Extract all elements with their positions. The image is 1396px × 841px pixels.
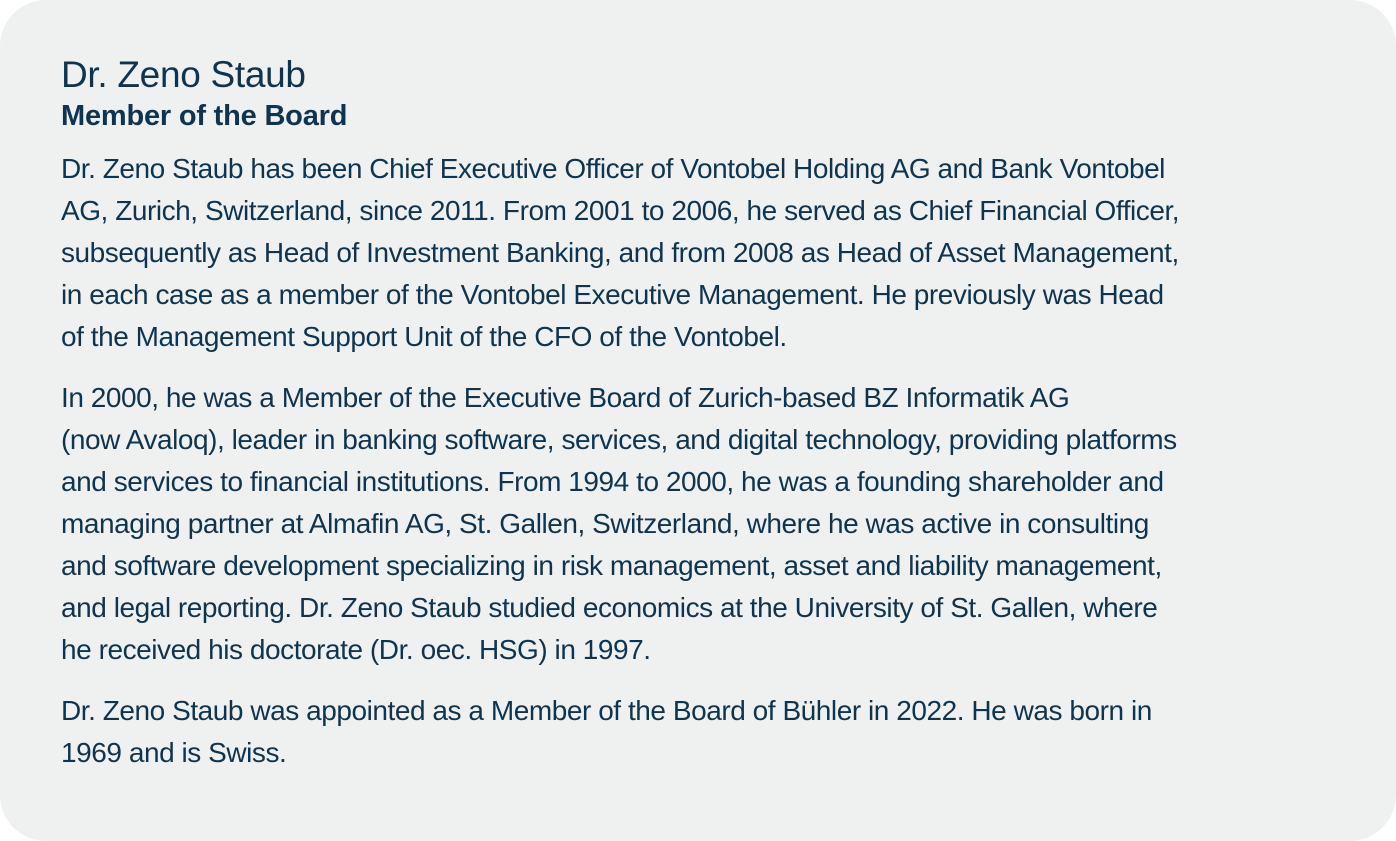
- person-role: Member of the Board: [61, 100, 348, 132]
- bio-line: Dr. Zeno Staub has been Chief Executive Officer of Vontobel Holding AG and Bank Vontobel: [61, 153, 1165, 184]
- bio-line: in each case as a member of the Vontobel Executive Management. He previously was Head: [61, 279, 1164, 310]
- bio-line: AG, Zurich, Switzerland, since 2011. From 2001 to 2006, he served as Chief Financial Officer,: [61, 195, 1180, 226]
- bio-line: (now Avaloq), leader in banking software, services, and digital technology, providing platforms: [61, 424, 1177, 455]
- bio-line: Dr. Zeno Staub was appointed as a Member of the Board of Bühler in 2022. He was born in: [61, 695, 1152, 726]
- bio-line: of the Management Support Unit of the CFO of the Vontobel.: [61, 321, 787, 352]
- bio-line: and legal reporting. Dr. Zeno Staub studied economics at the University of St. Gallen, where: [61, 592, 1158, 623]
- bio-line: he received his doctorate (Dr. oec. HSG) in 1997.: [61, 634, 651, 665]
- bio-line: and services to financial institutions. From 1994 to 2000, he was a founding shareholder and: [61, 466, 1164, 497]
- bio-paragraph-2: [61, 377, 1356, 671]
- person-name: Dr. Zeno Staub: [61, 54, 306, 95]
- bio-line: 1969 and is Swiss.: [61, 737, 287, 768]
- bio-line: In 2000, he was a Member of the Executive Board of Zurich-based BZ Informatik AG: [61, 382, 1070, 413]
- bio-line: managing partner at Almafin AG, St. Gallen, Switzerland, where he was active in consulting: [61, 508, 1149, 539]
- bio-paragraph-1: [61, 148, 1356, 358]
- bio-line: and software development specializing in risk management, asset and liability management,: [61, 550, 1162, 581]
- bio-paragraph-3: [61, 690, 1356, 774]
- bio-line: subsequently as Head of Investment Banking, and from 2008 as Head of Asset Management,: [61, 237, 1179, 268]
